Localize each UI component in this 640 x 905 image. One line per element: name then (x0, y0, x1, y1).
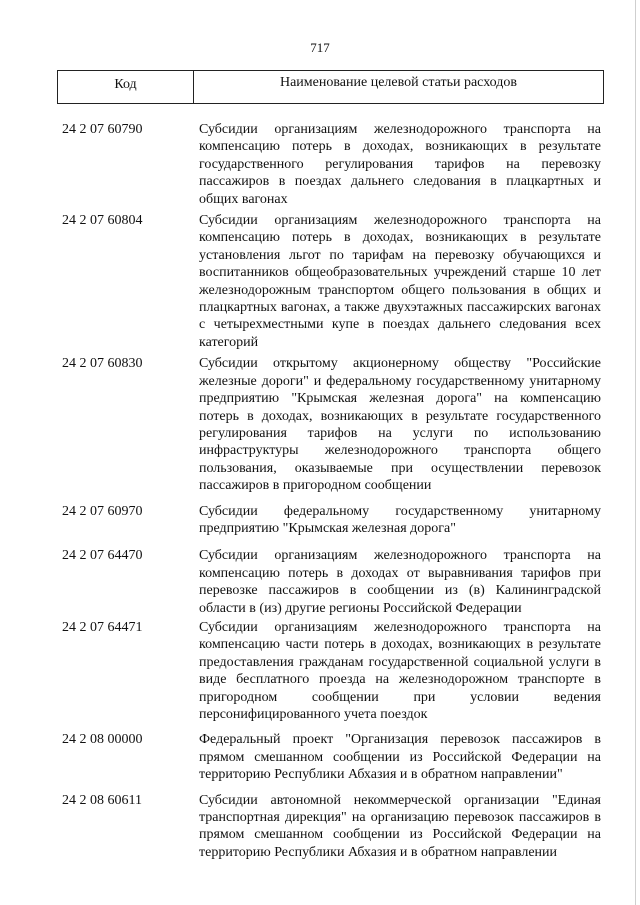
row-text: Субсидии организациям железнодорожного транспорта на компенсацию части потерь в доходах, возникающих в результате предоставления гражданам государственной социальной услуги в виде бесплатного проезда на железнодорожном транспорте в пригородном сообщении при условии ведения персонифицированного учета поездок (199, 619, 601, 722)
row-code: 24 2 07 64471 (62, 619, 143, 635)
row-text: Субсидии организациям железнодорожного транспорта на компенсацию потерь в доходах, возникающих в результате государственного регулирования тарифов на перевозку пассажиров в поездах дальнего следования в плацкартных и общих вагонах (199, 122, 601, 207)
table-row (0, 503, 640, 538)
row-code: 24 2 07 64470 (62, 548, 143, 564)
table-header (57, 70, 604, 104)
table-row (0, 547, 640, 617)
row-text: Субсидии автономной некоммерческой организации "Единая транспортная дирекция" на организацию перевозок пассажиров в прямом смешанном сообщении из Российской Федерации на территорию Республики Абхазия и в обратном направлении (199, 792, 601, 860)
row-code: 24 2 08 00000 (62, 732, 143, 748)
table-row (0, 212, 640, 351)
row-code: 24 2 07 60830 (62, 356, 143, 372)
expense-items-list (0, 121, 640, 861)
table-row (0, 792, 640, 862)
row-code: 24 2 07 60804 (62, 213, 143, 229)
table-row (0, 355, 640, 494)
row-text: Субсидии организациям железнодорожного транспорта на компенсацию потерь в доходах, возникающих в результате установления льгот по тарифам на перевозку обучающихся и воспитанников общеобразовательных учреждений старше 10 лет железнодорожным транспортом общего пользования в общих и плацкартных вагонах, а также двухэтажных пассажирских вагонах с четырехместными купе в поездах дальнего следования всех категорий (199, 213, 601, 350)
row-text: Федеральный проект "Организация перевозок пассажиров в прямом смешанном сообщении из Российской Федерации на территорию Республики Абхазия и в обратном направлении" (199, 732, 601, 783)
row-code: 24 2 07 60790 (62, 122, 143, 137)
row-text: Субсидии открытому акционерному обществу "Российские железные дороги" и федеральному государственному унитарному предприятию "Крымская железная дорога" на компенсацию потерь в доходах, возникающих в результате государственного регулирования тарифов на услуги по использованию инфраструктуры железнодорожного транспорта общего пользования, оказываемые при осуществлении перевозок пассажиров в пригородном сообщении (199, 356, 601, 494)
table-row (0, 731, 640, 783)
table-row (0, 619, 640, 723)
row-code: 24 2 07 60970 (62, 503, 143, 519)
page-number: 717 (310, 40, 330, 55)
row-text: Субсидии федеральному государственному унитарному предприятию "Крымская железная дорога" (199, 503, 601, 536)
row-code: 24 2 08 60611 (62, 792, 142, 808)
header-code-label: Код (58, 71, 194, 103)
header-name-label: Наименование целевой статьи расходов (279, 75, 518, 90)
table-row (0, 121, 640, 208)
row-text: Субсидии организациям железнодорожного транспорта на компенсацию потерь в доходах от выравнивания тарифов при перевозке пассажиров в сообщении из (в) Калининградской области в (из) другие регионы Российской Федерации (199, 548, 601, 616)
scan-edge-line (635, 0, 636, 905)
